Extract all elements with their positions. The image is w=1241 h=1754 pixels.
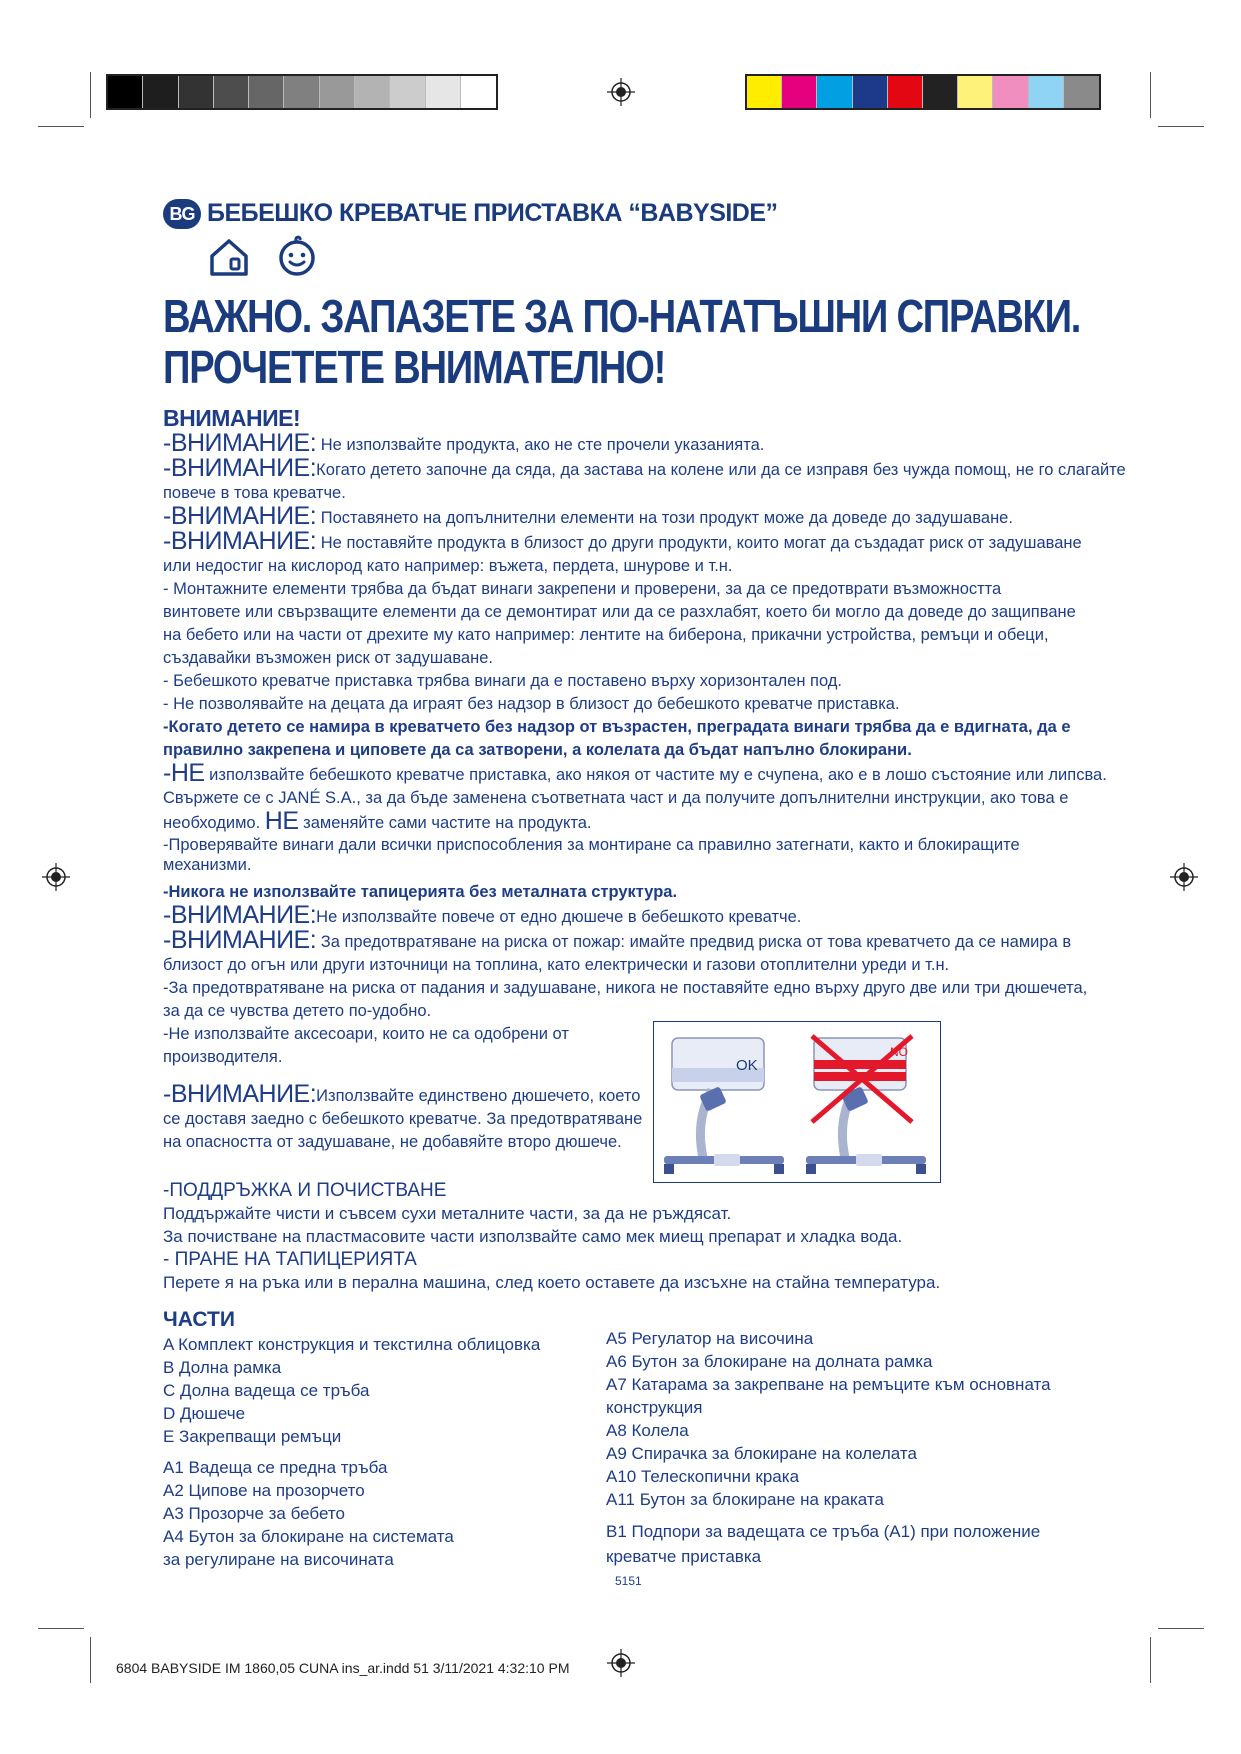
- warning-text: Когато детето започне да сяда, да застава на колене или да се изправя без чужда помощ, не го слагайте: [316, 461, 1126, 479]
- crop-mark-bottom-right-h: [1158, 1628, 1204, 1629]
- paragraph-5-line: механизми.: [163, 856, 252, 874]
- washing-text: Перете я на ръка или в перална машина, след което оставете да изсъхне на стайна температура.: [163, 1273, 941, 1292]
- ne-text: необходимо.: [163, 814, 261, 832]
- part-item: креватче приставка: [606, 1547, 762, 1566]
- ne-label: -НЕ: [163, 759, 205, 787]
- headline-line-2: ПРОЧЕТЕТЕ ВНИМАТЕЛНО!: [163, 341, 666, 393]
- gray-swatch: [143, 76, 178, 108]
- color-swatch: [817, 76, 852, 108]
- gray-swatch: [461, 76, 496, 108]
- ne-text: използвайте бебешкото креватче приставка, ако някоя от частите му е счупена, ако е в лошо състояние или липсва.: [209, 766, 1107, 784]
- warning-7: [163, 1080, 1088, 1108]
- ne-paragraph-line-3: [163, 807, 1088, 835]
- warning-text: Не използвайте продукта, ако не сте прочели указанията.: [320, 436, 765, 454]
- part-item: A2 Ципове на прозорчето: [163, 1481, 365, 1500]
- color-swatch: [1029, 76, 1064, 108]
- registration-mark-bottom: [607, 1649, 635, 1677]
- ok-label: OK: [736, 1057, 758, 1074]
- warning-text: За предотвратяване на риска от пожар: имайте предвид риска от това креватчето да се намира в: [320, 933, 1072, 951]
- parts-left-group-2: [163, 1456, 454, 1571]
- mattress-usage-diagram: [653, 1021, 941, 1183]
- parts-left-group-1: [163, 1333, 540, 1448]
- part-item: A5 Регулатор на височина: [606, 1329, 814, 1348]
- paragraph-3: - Не позволявайте на децата да играят без надзор в близост до бебешкото креватче приставка.: [163, 695, 900, 713]
- crop-mark-top-right-v: [1150, 72, 1151, 118]
- no-crib: [806, 1036, 926, 1174]
- washing-title: - ПРАНЕ НА ТАПИЦЕРИЯТА: [163, 1249, 417, 1270]
- crop-mark-bottom-left-h: [38, 1628, 84, 1629]
- warning-label: -ВНИМАНИЕ:: [163, 926, 317, 954]
- color-swatch: [1064, 76, 1099, 108]
- gray-swatch: [390, 76, 425, 108]
- gray-swatch: [355, 76, 390, 108]
- gray-swatch: [320, 76, 355, 108]
- maintenance-section: [163, 1179, 1088, 1294]
- warnings-title: ВНИМАНИЕ!: [163, 405, 301, 431]
- part-item: A1 Вадеща се предна тръба: [163, 1458, 388, 1477]
- parts-code: 5151: [615, 1574, 642, 1588]
- crop-mark-top-left-h: [38, 126, 84, 127]
- file-slug: 6804 BABYSIDE IM 1860,05 CUNA ins_ar.indd 51 3/11/2021 4:32:10 PM: [116, 1660, 570, 1676]
- paragraph-4-line: -Когато детето се намира в креватчето без надзор от възрастен, преградата винаги трябва да е вдигната, да е: [163, 718, 1071, 736]
- parts-right-group-1: [606, 1327, 1051, 1511]
- crop-mark-top-left-v: [90, 72, 91, 118]
- warning-text: Не поставяйте продукта в близост до други продукти, които могат да създадат риск от задушаване: [320, 534, 1082, 552]
- paragraph-1-line: - Монтажните елементи трябва да бъдат винаги закрепени и проверени, за да се предотврати възможността: [163, 580, 1002, 598]
- color-swatch: [747, 76, 782, 108]
- ne-label: НЕ: [264, 807, 299, 835]
- part-item: A11 Бутон за блокиране на краката: [606, 1490, 884, 1509]
- warning-7-cont: се доставя заедно с бебешкото креватче. За предотвратяване: [163, 1110, 643, 1128]
- warning-2-cont: повече в това креватче.: [163, 484, 346, 502]
- registration-mark-top: [607, 78, 635, 106]
- paragraph-7-line: -За предотвратяване на риска от падания и задушаване, никога не поставяйте едно върху друго две или три дюшечета,: [163, 979, 1088, 997]
- color-swatch: [958, 76, 993, 108]
- part-item: E Закрепващи ремъци: [163, 1427, 342, 1446]
- part-item: A Комплект конструкция и текстилна облицовка: [163, 1335, 541, 1354]
- part-item: A9 Спирачка за блокиране на колелата: [606, 1444, 917, 1463]
- registration-mark-right: [1170, 863, 1198, 891]
- grayscale-calibration-bar: [106, 74, 498, 110]
- paragraph-5-line: -Проверявайте винаги дали всички приспособления за монтиране са правилно затегнати, както и блокиращите: [163, 836, 1020, 854]
- warning-4: [163, 527, 1088, 555]
- ne-text: заменяйте сами частите на продукта.: [303, 814, 592, 832]
- gray-swatch: [214, 76, 249, 108]
- ne-paragraph-line-2: Свържете се с JANÉ S.A., за да бъде заменена съответната част и да получите допълнителни инструкции, ако това е: [163, 789, 1069, 807]
- product-title: БЕБЕШКО КРЕВАТЧЕ ПРИСТАВКА “BABYSIDE”: [207, 199, 778, 227]
- part-item: B Долна рамка: [163, 1358, 282, 1377]
- part-item: A6 Бутон за блокиране на долната рамка: [606, 1352, 933, 1371]
- ok-crib: [664, 1038, 784, 1174]
- maintenance-line-2: За почистване на пластмасовите части използвайте само мек миещ препарат и хладка вода.: [163, 1227, 903, 1246]
- warning-label: -ВНИМАНИЕ:: [163, 454, 317, 482]
- crop-mark-bottom-right-v: [1150, 1637, 1151, 1683]
- maintenance-title: -ПОДДРЪЖКА И ПОЧИСТВАНЕ: [163, 1180, 447, 1201]
- gray-swatch: [426, 76, 461, 108]
- gray-swatch: [179, 76, 214, 108]
- maintenance-line-1: Поддържайте чисти и съвсем сухи металните части, за да не ръждясат.: [163, 1204, 732, 1223]
- warnings-section: [163, 404, 1126, 1154]
- paragraph-1-line: винтовете или свързващите елементи да се демонтират или да се разхлабят, което би могло да доведе до защипване: [163, 603, 1076, 621]
- headline-line-1: ВАЖНО. ЗАПАЗЕТЕ ЗА ПО-НАТАТЪШНИ СПРАВКИ.: [163, 290, 1081, 342]
- part-item: конструкция: [606, 1398, 703, 1417]
- home-icon: [207, 236, 251, 278]
- parts-right-group-2: [606, 1519, 1040, 1569]
- warning-text: Поставянето на допълнителни елементи на този продукт може да доведе до задушаване.: [320, 509, 1013, 527]
- language-badge: BG: [163, 199, 201, 229]
- warning-7-cont: на опасността от задушаване, не добавяйте второ дюшече.: [163, 1133, 622, 1151]
- warning-6-cont: близост до огън или други източници на топлина, като електрически и газови отоплителни уреди и т.н.: [163, 956, 950, 974]
- baby-face-icon: [275, 234, 319, 278]
- warning-text: Не използвайте повече от едно дюшече в бебешкото креватче.: [316, 908, 802, 926]
- paragraph-1-line: на бебето или на части от дрехите му като например: лентите на биберона, прикачни устройства, ремъци и обеци,: [163, 626, 1049, 644]
- part-item: C Долна вадеща се тръба: [163, 1381, 370, 1400]
- gray-swatch: [284, 76, 319, 108]
- paragraph-2: - Бебешкото креватче приставка трябва винаги да е поставено върху хоризонтален под.: [163, 672, 843, 690]
- crop-mark-top-right-h: [1158, 126, 1204, 127]
- crop-mark-bottom-left-v: [90, 1637, 91, 1683]
- warning-label: -ВНИМАНИЕ:: [163, 901, 317, 929]
- paragraph-8-line: -Не използвайте аксесоари, които не са одобрени от: [163, 1025, 569, 1043]
- color-calibration-bar: [745, 74, 1101, 110]
- paragraph-1-line: създавайки възможен риск от задушаване.: [163, 649, 493, 667]
- ne-paragraph-line-1: [163, 759, 1107, 787]
- no-label: NO: [890, 1045, 908, 1059]
- paragraph-8-line: производителя.: [163, 1048, 283, 1066]
- color-swatch: [853, 76, 888, 108]
- color-swatch: [888, 76, 923, 108]
- part-item: D Дюшече: [163, 1404, 246, 1423]
- warning-4-cont: или недостиг на кислород като например: въжета, пердета, шнурове и т.н.: [163, 557, 733, 575]
- part-item: A4 Бутон за блокиране на системата: [163, 1527, 454, 1546]
- paragraph-4-line: правилно закрепена и циповете да са затворени, а колелата да бъдат напълно блокирани.: [163, 741, 912, 759]
- parts-title: ЧАСТИ: [163, 1308, 235, 1331]
- part-item: за регулиране на височината: [163, 1550, 394, 1569]
- gray-swatch: [108, 76, 143, 108]
- part-item: A10 Телескопични крака: [606, 1467, 800, 1486]
- paragraph-6: -Никога не използвайте тапицерията без металната структура.: [163, 883, 678, 901]
- warning-2: [163, 454, 1126, 482]
- color-swatch: [923, 76, 958, 108]
- warning-label: -ВНИМАНИЕ:: [163, 527, 317, 555]
- warning-text: Използвайте единствено дюшечето, което: [316, 1087, 641, 1105]
- warning-6: [163, 926, 1088, 954]
- warning-label: -ВНИМАНИЕ:: [163, 429, 317, 457]
- color-swatch: [993, 76, 1028, 108]
- diagram-illustration: [654, 1022, 939, 1181]
- registration-mark-left: [42, 863, 70, 891]
- part-item: A3 Прозорче за бебето: [163, 1504, 345, 1523]
- part-item: B1 Подпори за вадещата се тръба (A1) при положение: [606, 1522, 1041, 1541]
- part-item: A8 Колела: [606, 1421, 689, 1440]
- warning-label: -ВНИМАНИЕ:: [163, 1080, 317, 1108]
- part-item: A7 Катарама за закрепване на ремъците към основната: [606, 1375, 1051, 1394]
- color-swatch: [782, 76, 817, 108]
- paragraph-7-line: за да се чувства детето по-удобно.: [163, 1002, 432, 1020]
- warning-label: -ВНИМАНИЕ:: [163, 502, 317, 530]
- gray-swatch: [249, 76, 284, 108]
